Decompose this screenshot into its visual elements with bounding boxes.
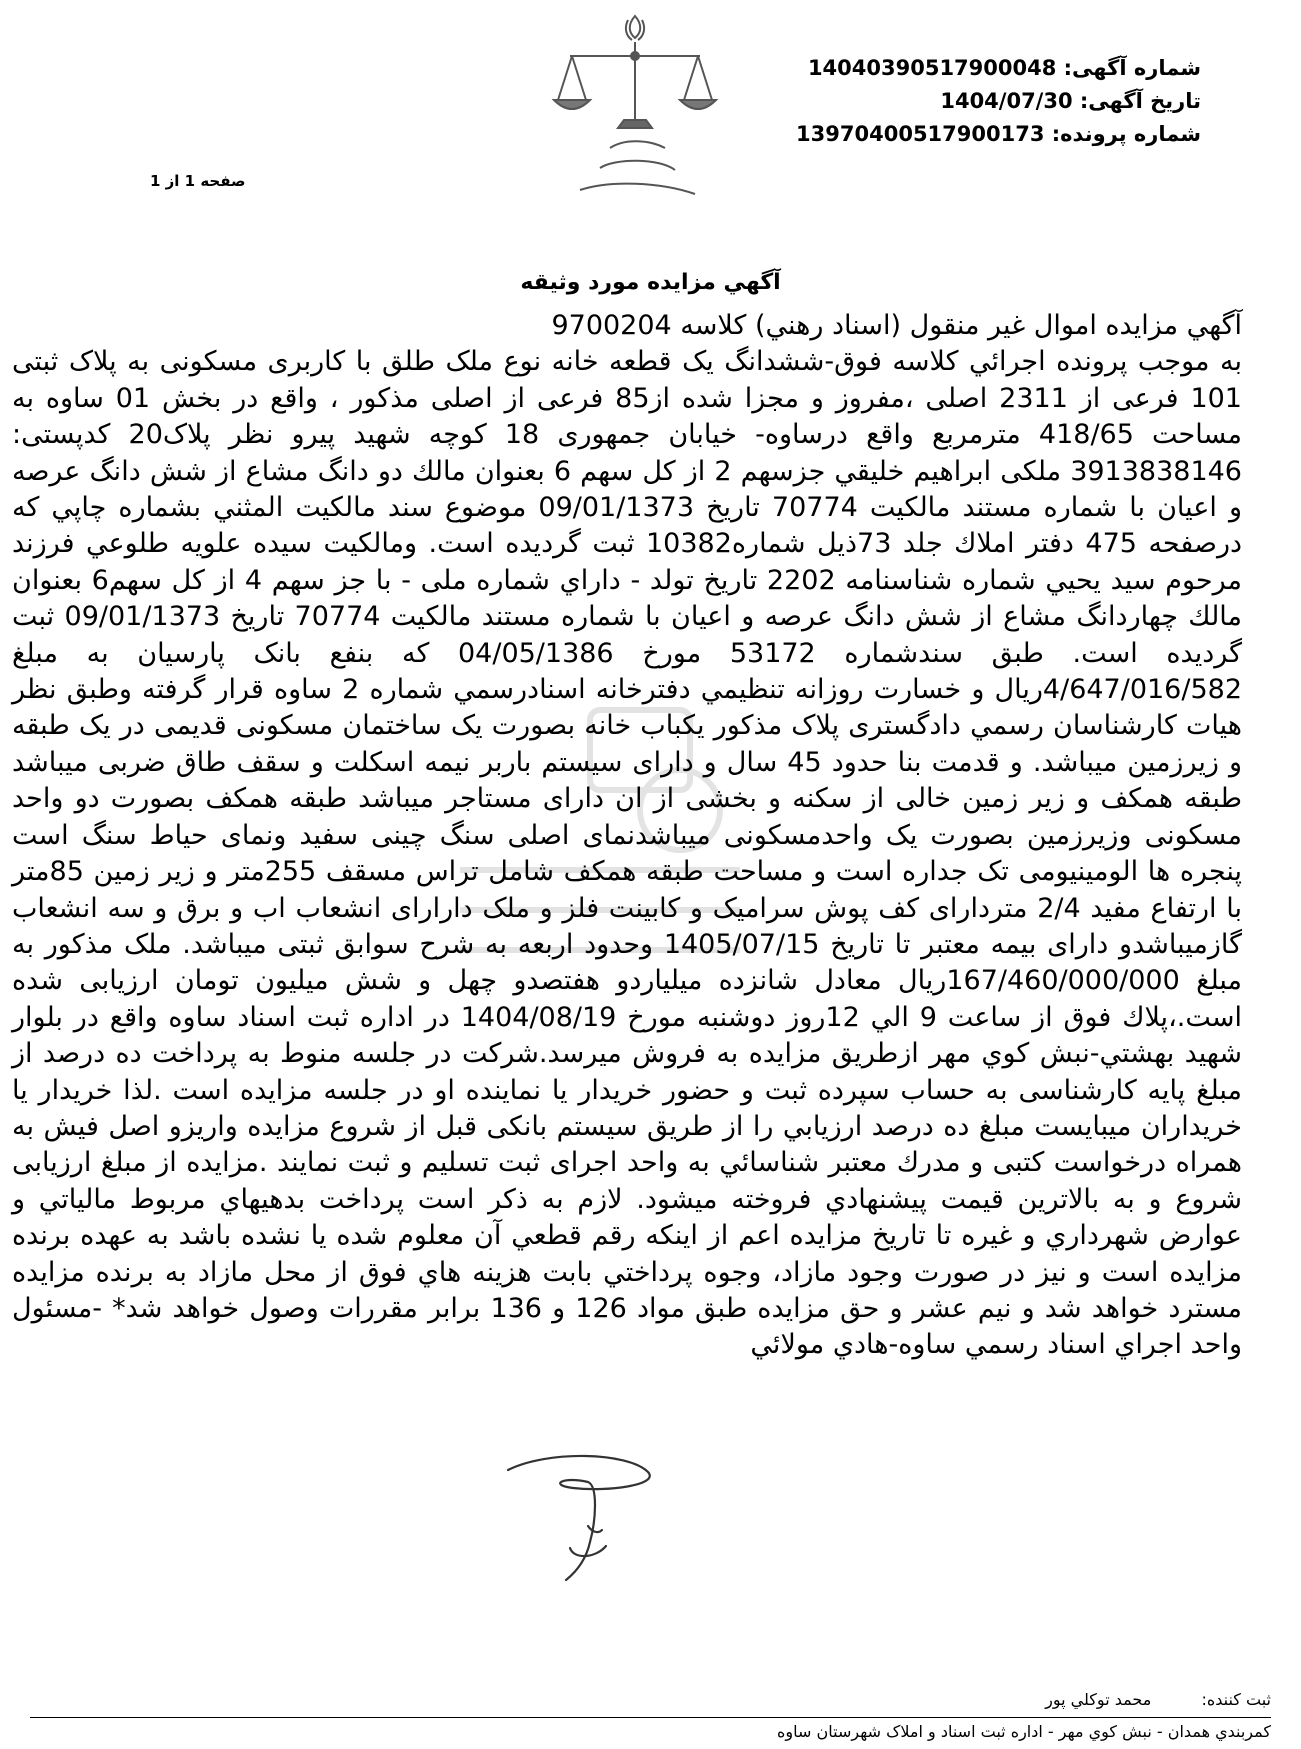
notice-number: 14040390517900048 [807,56,1057,80]
notice-body [12,308,1242,1364]
notice-paragraph: به موجب پرونده اجرائي كلاسه فوق-ششدانگ یک قطعه خانه نوع ملک طلق با کاربری مسکونی به پلاک ثبتی 101 فرعی از 2311 اصلی ،مفروز و مجزا شده از85 فرعی از اصلی مذکور ، واقع در بخش 01 ساوه به مساحت 418/65 مترمربع واقع درساوه- خیابان جمهوری 18 کوچه شهید پیرو نظر پلاک20 کدپستی: 3913838146 ملکی ابراهيم خليقي جزسهم 2 از كل سهم 6 بعنوان مالك دو دانگ مشاع از شش دانگ عرصه و اعيان با شماره مستند مالكيت 70774 تاريخ 09/01/1373 موضوع سند مالكيت المثني بشماره چاپي كه درصفحه 475 دفتر املاك جلد 73ذيل شماره10382 ثبت گرديده است. ومالكيت سيده علويه طلوعي فرزند مرحوم سيد يحيي شماره شناسنامه 2202 تاريخ تولد - داراي شماره ملی - با جز سهم 4 از كل سهم6 بعنوان مالك چهاردانگ مشاع از شش دانگ عرصه و اعيان با شماره مستند مالكيت 70774 تاريخ 09/01/1373 ثبت گرديده است. طبق سندشماره 53172 مورخ 04/05/1386 كه بنفع بانک پارسيان به مبلغ 4/647/016/582ريال و خسارت روزانه تنظيمي دفترخانه اسنادرسمي شماره 2 ساوه قرار گرفته وطبق نظر هيات كارشناسان رسمي دادگستری پلاک مذكور یکباب خانه بصورت یک ساختمان مسکونی قدیمی در یک طبقه و زیرزمین میباشد. و قدمت بنا حدود 45 سال و دارای سیستم باربر نیمه اسکلت و سقف طاق ضربی میباشد طبقه همکف و زیر زمین خالی از سکنه و بخشی از ان دارای مستاجر میباشد طبقه همکف بصورت دو واحد مسکونی وزیرزمین بصورت یک واحدمسکونی میباشدنمای اصلی سنگ چینی سفید ونمای حیاط سنگ است پنجره ها الومینیومی تک جداره است و مساحت طبقه همکف شامل تراس مسقف 255متر و زیر زمین 85متر با ارتفاع مفید 2/4 متردارای کف پوش سرامیک و کابینت فلز و ملک دارارای انشعاب اب و برق و سه انشعاب گازمیباشدو دارای بیمه معتبر تا تاریخ 1405/07/15 وحدود اربعه به شرح سوابق ثبتی میباشد. ملک مذکور به مبلغ 167/460/000/000ریال معادل شانزده میلیاردو هفتصدو چهل و شش میلیون تومان ارزیابی شده است.،پلاك فوق از ساعت 9 الي 12روز دوشنبه مورخ 1404/08/19 در اداره ثبت اسناد ساوه واقع در بلوار شهيد بهشتي-نبش كوي مهر ازطريق مزايده به فروش ميرسد.شركت در جلسه منوط به پرداخت ده درصد از مبلغ پايه كارشناسی به حساب سپرده ثبت و حضور خريدار يا نماينده او در جلسه مزايده است .لذا خريدار يا خريداران ميبايست مبلغ ده درصد ارزيابي را از طريق سيستم بانكی قبل از شروع مزايده واريزو اصل فيش به همراه درخواست كتبی و مدرك معتبر شناسائي به واحد اجرای ثبت تسليم و ثبت نمايند .مزايده از مبلغ ارزيابی شروع و به بالاترين قيمت پيشنهادي فروخته ميشود. لازم به ذكر است پرداخت بدهيهاي مربوط مالياتي و عوارض شهرداري و غيره تا تاريخ مزايده اعم از اينكه رقم قطعي آن معلوم شده يا نشده باشد به عهده برنده مزايده است و نيز در صورت وجود مازاد، وجوه پرداختي بابت هزينه هاي فوق از محل مازاد به برنده مزايده مسترد خواهد شد و نيم عشر و حق مزايده طبق مواد 126 و 136 برابر مقررات وصول خواهد شد* -مسئول واحد اجراي اسناد رسمي ساوه-هادي مولائي [12,346,1243,1361]
notice-number-label: شماره آگهی: [1063,56,1201,80]
judiciary-emblem-icon [540,8,730,220]
notice-date-label: تاریخ آگهی: [1079,89,1201,113]
file-number-label: شماره پرونده: [1051,122,1201,146]
footer-address: كمربندي همدان - نبش كوي مهر - اداره ثبت اسناد و املاک شهرستان ساوه [777,1722,1271,1741]
notice-class-line: آگهي مزايده اموال غير منقول (اسناد رهني) كلاسه 9700204 [551,310,1242,341]
notice-date: 1404/07/30 [940,89,1073,113]
registrar-line [1045,1690,1271,1709]
notice-date-row [796,85,1201,118]
notice-number-row [796,52,1201,85]
file-number-row [796,118,1201,151]
notice-meta [796,52,1201,151]
file-number: 13970400517900173 [796,122,1045,146]
notice-title: آگهي مزايده مورد وثيقه [520,270,781,295]
signature-icon [478,1430,696,1590]
footer-divider [30,1717,1271,1718]
registrar-name: محمد توکلي پور [1045,1690,1152,1709]
page-number: صفحه 1 از 1 [150,172,246,190]
registrar-label: ثبت کننده: [1201,1690,1271,1709]
